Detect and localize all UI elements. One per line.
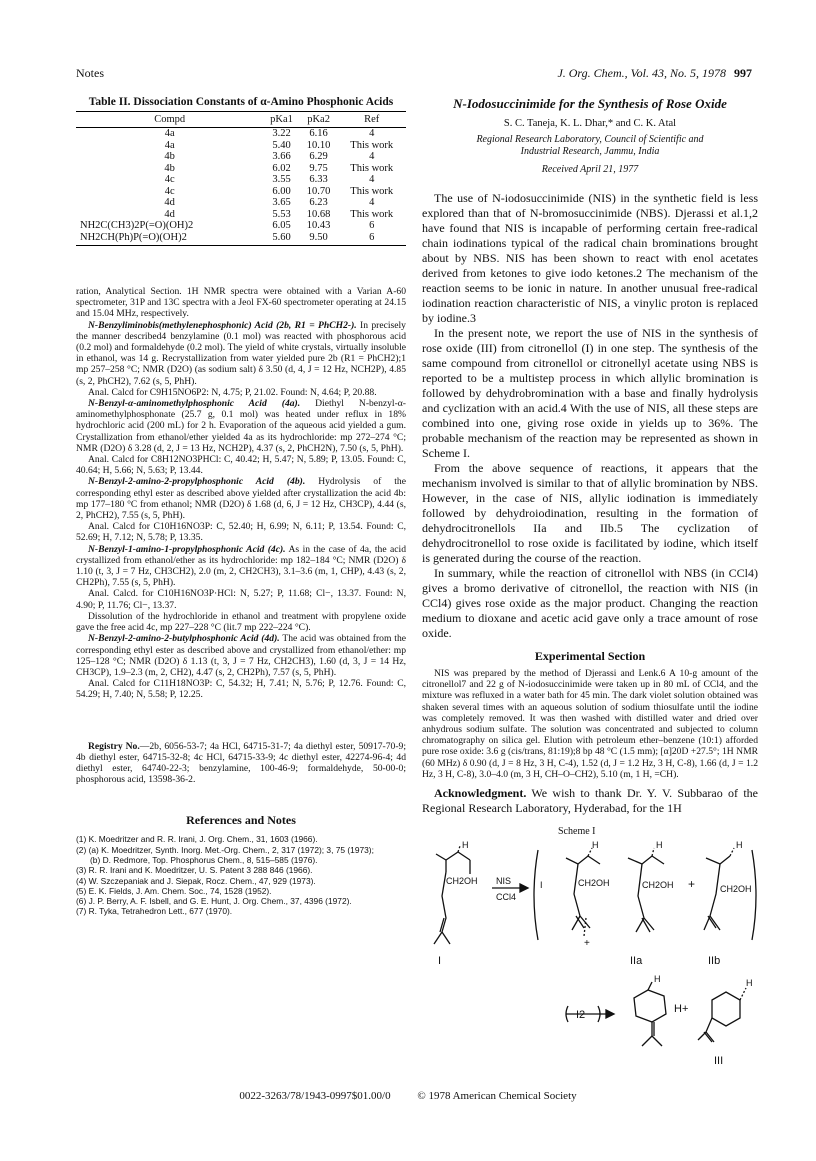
- label-compound-IIb: IIb: [708, 955, 721, 967]
- compound-heading: N-Benzyl-α-aminomethylphosphonic Acid (4a).: [88, 398, 301, 410]
- left-column: [76, 96, 406, 917]
- paragraph: Registry No.—2b, 6056-53-7; 4a HCl, 64715-31-7; 4a diethyl ester, 50917-70-9; 4b diethyl ester, 64715-32-8; 4c HCl, 64715-33-9; 4c diethyl ester, 42274-96-4; 4d diethyl ester, 64740-22-3; benzylamine, 100-46-9; formaldehyde, 50-00-0; phosphorous acid, 13598-36-2.: [76, 740, 406, 786]
- dissociation-table: [76, 111, 406, 246]
- paragraph: Acknowledgment. We wish to thank Dr. Y. V. Subbarao of the Regional Research Laboratory, Hyderabad, for the 1H: [422, 786, 758, 816]
- paragraph: N-Benzyliminobis(methylenephosphonic) Acid (2b, R1 = PhCH2-). In precisely the manner described4 benzylamine (0.1 mol) was reacted with phosphorous acid (0.2 mol) and formaldehyde (0.2 mol). The yield of white crystals, virtually insoluble in ethanol, was 14 g. Recrystallization from water yielded pure 2b (R1 = PhCH2);1 mp 257–258 °C; NMR (D2O) (as sodium salt) δ 3.50 (d, 4, J = 12 Hz, NCH2P), 4.85 (s, 2, PhCH2), 7.62 (s, 5, PhH).: [76, 319, 406, 387]
- label-nis: NIS: [496, 876, 512, 886]
- reference-item: (7) R. Tyka, Tetrahedron Lett., 677 (1970).: [76, 906, 233, 917]
- label-ccl4: CCl4: [496, 892, 517, 902]
- col-pk1: pKa1: [263, 112, 299, 128]
- paragraph: Dissolution of the hydrochloride in ethanol and treatment with propylene oxide gave the free acid 4c, mp 227–228 °C (lit.7 mp 222–224 °C).: [76, 610, 406, 634]
- label-h-IIa-a: H: [592, 840, 599, 850]
- article-body: [422, 191, 758, 641]
- table-row: 4a 5.40 10.10 This work: [164, 139, 394, 151]
- reference-item: (b) D. Redmore, Top. Phosphorus Chem., 8, 515–585 (1976).: [90, 854, 318, 865]
- article-title: N-Iodosuccinimide for the Synthesis of Rose Oxide: [453, 96, 727, 111]
- table-row: 4b 6.02 9.75 This work: [164, 162, 394, 174]
- paragraph: Anal. Calcd. for C10H16NO3P·HCl: N, 5.27; P, 11.68; Cl−, 13.37. Found: N, 4.90; P, 11.76; Cl−, 13.37.: [76, 588, 406, 611]
- label-h-IIa: H: [656, 840, 663, 850]
- registry-block: [76, 741, 406, 786]
- label-compound-IIa: IIa: [630, 955, 643, 967]
- compound-heading: N-Benzyliminobis(methylenephosphonic) Acid (2b, R1 = PhCH2-).: [88, 319, 357, 331]
- article-authors: S. C. Taneja, K. L. Dhar,* and C. K. Atal: [503, 118, 677, 129]
- acknowledgment: [422, 786, 758, 816]
- table-row: 4a 3.22 6.16 4: [164, 128, 375, 139]
- article-affiliation: Regional Research Laboratory, Council of Scientific and Industrial Research, Jammu, India: [476, 134, 704, 157]
- registry-heading: Registry No.: [88, 740, 140, 752]
- paragraph: N-Benzyl-2-amino-2-propylphosphonic Acid (4b). Hydrolysis of the corresponding ethyl ester as described above yielded after crystallization the acid 4b: mp 177–180 °C from ethanol; NMR (D2O) δ 1.68 (d, 6, J = 12 Hz, CH3CP), 4.44 (s, 2, PhCH2), 7.55 (s, 5, PhH).: [76, 476, 406, 522]
- table-row: 4b 3.66 6.29 4: [164, 151, 375, 162]
- paragraph: Anal. Calcd for C8H12NO3PHCl: C, 40.42; H, 5.47; N, 5.89; P, 13.05. Found: C, 40.64; H, 5.66; N, 5.63; P, 13.44.: [76, 454, 406, 477]
- paragraph: In summary, while the reaction of citronellol with NBS (in CCl4) gives a bromo derivative of citronellol, the reaction with NIS (in CCl4) gives rose oxide as the major product. Changing the reaction medium to dioxane and acetic acid gave only a trace amount of rose oxide.: [422, 566, 758, 640]
- scheme-diagram: [416, 836, 761, 1076]
- footer-copyright: © 1978 American Chemical Society: [417, 1090, 577, 1102]
- compound-heading: N-Benzyl-2-amino-2-butylphosphonic Acid (4d).: [88, 633, 280, 645]
- paragraph: N-Benzyl-α-aminomethylphosphonic Acid (4a). Diethyl N-benzyl-α-aminomethylphosphonate (25.7 g, 0.1 mol) was heated under reflux in 18% hydrochloric acid (200 mL) for 2 h. Evaporation of the aqueous acid yielded a gum. Crystallization from ethanol/ether yielded 4a as its hydrochloride: mp 272–274 °C; NMR (D2O) δ 3.28 (d, 2, J = 13 Hz, NCH2P), 4.37 (s, 2, PhCH2N), 7.50 (s, 5, PhH).: [76, 398, 406, 454]
- label-compound-I: I: [438, 955, 442, 967]
- paragraph: N-Benzyl-1-amino-1-propylphosphonic Acid (4c). As in the case of 4a, the acid crystallized from ethanol/ether as its hydrochloride: mp 182–184 °C; NMR (D2O) δ 1.10 (t, 3, J = 7 Hz, CH3CH2), 2.0 (m, 2, CH2CH3), 3.1–3.6 (m, 1, CHP), 4.43 (s, 2, CH2Ph), 7.55 (s, 5, PhH).: [76, 543, 406, 589]
- reference-item: (1) K. Moedritzer and R. R. Irani, J. Org. Chem., 31, 1603 (1966).: [76, 834, 318, 845]
- paragraph: Anal. Calcd for C11H18NO3P: C, 54.32; H, 7.41; N, 5.76; P, 12.76. Found: C, 54.29; H, 7.40; N, 5.58; P, 12.25.: [76, 678, 406, 701]
- paragraph: The use of N-iodosuccinimide (NIS) in the synthetic field is less explored than that of N-bromosuccinimide (NBS). Djerassi et al.1,2 have found that NIS is incapable of performing certain free-radical chain iodinations typical of the radical chain brominations brought about by NBS. NIS has been shown to react with enol acetates derived from ketones to give iodo ketones.2 The mechanism of the reaction seems to be ionic in nature. In another unusual free-radical iodination reaction characteristic of NIS, a vinylic proton is replaced by iodine.3: [422, 191, 758, 325]
- paragraph: N-Benzyl-2-amino-2-butylphosphonic Acid (4d). The acid was obtained from the corresponding ethyl ester as described above and crystallized from ethanol/ether: mp 125–128 °C; NMR (D2O) δ 1.13 (t, 3, J = 7 Hz, CH2CH3), 1.60 (d, 3, J = 14 Hz, CH3CP), 1.9–2.3 (m, 2, CH2), 4.47 (s, 2, CH2Ph), 7.57 (s, 5, PhH).: [76, 633, 407, 678]
- running-header-journal: [557, 66, 752, 81]
- table-row: NH2C(CH3)2P(=O)(OH)2 6.05 10.43 6: [80, 220, 375, 231]
- table-row: 4c 3.55 6.33 4: [164, 174, 375, 185]
- paragraph: Anal. Calcd for C9H15NO6P2: N, 4.75; P, 21.02. Found: N, 4.64; P, 20.88.: [88, 386, 377, 398]
- label-i2: I2: [576, 1009, 586, 1021]
- running-header-section: Notes: [76, 66, 104, 80]
- label-h-III: H: [746, 978, 753, 988]
- reference-list: [76, 834, 406, 916]
- experimental-right: [422, 668, 758, 780]
- paragraph: NIS was prepared by the method of Djerassi and Lenk.6 A 10-g amount of the citronellol7 and 22 g of N-iodosuccinimide were taken up in 80 mL of CCl4, and the mixture was refluxed in a water bath for 45 min. The dark violet solution obtained was shaken several times with an aqueous solution of sodium thiosulfate until the iodine was completely removed. It was then washed with distilled water and dried over anhydrous sodium sulfate. The solution was concentrated and subjected to column chromatography on silica gel. Elution with petroleum ether–benzene (10:1) afforded pure rose oxide: 3.6 g (cis/trans, 81:19);8 bp 48 °C (1.5 mm); [α]20D +27.5°; 1H NMR (60 MHz) δ 0.90 (d, J = 8 Hz, 3 H, C-4), 1.52 (d, J = 1.2 Hz, 3 H, C-8), 1.66 (d, J = 1.2 Hz, 3 H, C-8), 3.0–4.0 (m, 3 H, CH–O–CH2), 5.10 (m, 1 H, =CH).: [422, 668, 758, 780]
- label-iodine: I: [540, 880, 543, 890]
- paragraph: From the above sequence of reactions, it appears that the mechanism involved is similar to that of allylic bromination by NBS. However, in the case of NIS, allylic iodination is immediately followed by dehydroiodination, resulting in the formation of dehydrocitronellols IIa and IIb.5 The cyclization of dehydrocitronellol to rose oxide is facilitated by iodine, which itself is generated during the course of the reaction.: [422, 461, 758, 565]
- label-h-I: H: [462, 840, 469, 850]
- table-row: NH2CH(Ph)P(=O)(OH)2 5.60 9.50 6: [76, 232, 406, 246]
- table-row: 4d 3.65 6.23 4: [164, 197, 375, 208]
- paragraph: In the present note, we report the use of NIS in the synthesis of rose oxide (III) from citronellol (I) in one step. The synthesis of the same compound from citronellol or citronellyl acetate using NBS is reported to be a multistep process in which allylic bromination is followed by dehydrobromination with a base and finally hydrolysis and cyclization with an acid.4 With the use of NIS, all these steps are combined into one, giving rose oxide in yields up to 36%. The probable mechanism of the reaction may be represented as shown in Scheme I.: [422, 326, 758, 460]
- reference-item: (2) (a) K. Moedritzer, Synth. Inorg. Met.-Org. Chem., 2, 317 (1972); 3, 75 (1973);: [76, 844, 374, 855]
- right-column: [422, 96, 758, 816]
- table-row: 4d 5.53 10.68 This work: [164, 208, 394, 220]
- label-plus: +: [688, 877, 696, 891]
- references: [76, 813, 406, 916]
- table-row: 4c 6.00 10.70 This work: [164, 185, 394, 197]
- page-footer: [0, 1090, 816, 1102]
- label-ch2oh-I: CH2OH: [446, 876, 478, 886]
- col-ref: Ref: [337, 112, 406, 128]
- paragraph: Anal. Calcd for C10H16NO3P: C, 52.40; H, 6.99; N, 6.11; P, 13.54. Found: C, 52.69; H, 7.12; N, 5.78; P, 13.35.: [76, 521, 406, 544]
- scheme-title: Scheme I: [558, 826, 596, 837]
- col-pk2: pKa2: [300, 112, 338, 128]
- label-plus-i: +: [584, 938, 590, 949]
- label-ch2oh-IIa-a: CH2OH: [578, 878, 610, 888]
- table-title: Table II. Dissociation Constants of α-Amino Phosphonic Acids: [88, 96, 394, 108]
- reference-item: (6) J. P. Berry, A. F. Isbell, and G. E. Hunt, J. Org. Chem., 37, 4396 (1972).: [76, 896, 352, 907]
- label-ch2oh-IIb: CH2OH: [720, 884, 752, 894]
- page-number: 997: [734, 66, 752, 80]
- references-title: References and Notes: [186, 813, 296, 828]
- paragraph: ration, Analytical Section. 1H NMR spectra were obtained with a Varian A-60 spectrometer, 31P and 13C spectra with a Jeol FX-60 spectrometer operating at 24.15 and 15.04 MHz, respectively.: [76, 286, 406, 320]
- journal-citation: J. Org. Chem., Vol. 43, No. 5, 1978: [557, 66, 726, 80]
- compound-heading: N-Benzyl-2-amino-2-propylphosphonic Acid (4b).: [88, 476, 306, 488]
- col-compd: Compd: [76, 112, 263, 128]
- reference-item: (5) E. K. Fields, J. Am. Chem. Soc., 74, 1528 (1952).: [76, 885, 272, 896]
- compound-heading: N-Benzyl-1-amino-1-propylphosphonic Acid (4c).: [88, 543, 286, 555]
- received-date: Received April 21, 1977: [541, 164, 639, 175]
- reference-item: (3) R. R. Irani and K. Moedritzer, U. S. Patent 3 288 846 (1966).: [76, 865, 313, 876]
- ack-heading: Acknowledgment.: [434, 786, 527, 801]
- label-compound-III: III: [714, 1055, 724, 1067]
- label-ch2oh-IIa: CH2OH: [642, 880, 674, 890]
- footer-code: 0022-3263/78/1943-0997$01.00/0: [239, 1090, 391, 1102]
- experimental-heading: Experimental Section: [534, 649, 646, 663]
- label-h-IIb: H: [736, 840, 743, 850]
- label-h-int: H: [654, 974, 661, 984]
- reference-item: (4) W. Szczepaniak and J. Siepak, Rocz. Chem., 47, 929 (1973).: [76, 875, 316, 886]
- label-hplus: H+: [674, 1003, 689, 1015]
- experimental-left: [76, 286, 406, 701]
